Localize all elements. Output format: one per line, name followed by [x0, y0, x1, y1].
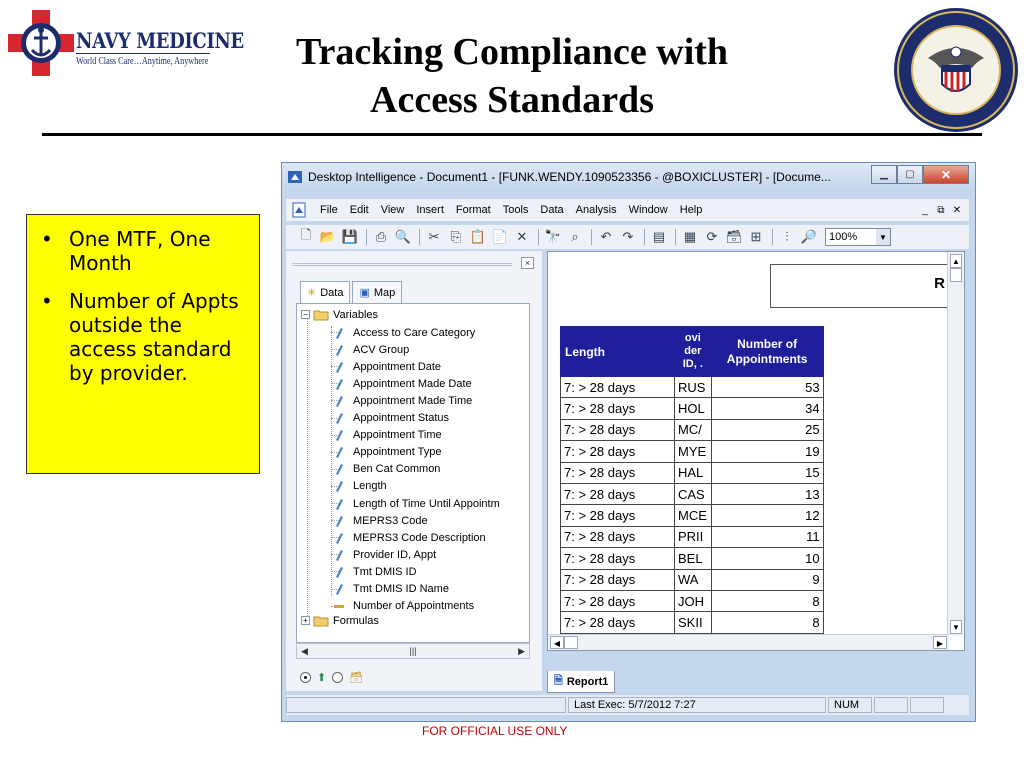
undo-icon[interactable]: ↶	[600, 229, 612, 244]
table-cell-length[interactable]: 7: > 28 days	[561, 462, 675, 483]
tree-variable-label: Provider ID, Appt	[353, 548, 437, 561]
scroll-thumb[interactable]	[564, 636, 578, 649]
menu-analysis[interactable]: Analysis	[575, 204, 617, 216]
table-row	[561, 462, 824, 483]
menu-format[interactable]: Format	[455, 204, 491, 216]
report-icon[interactable]: ▤	[652, 229, 666, 244]
table-cell-provider[interactable]: BEL	[675, 548, 712, 569]
menu-tools[interactable]: Tools	[502, 204, 529, 216]
tree-variable-label: Appointment Time	[353, 429, 442, 442]
navy-medicine-logo	[8, 6, 244, 78]
table-cell-length[interactable]: 7: > 28 days	[561, 612, 675, 633]
table-cell-count[interactable]: 9	[711, 569, 823, 590]
tree-variable-item[interactable]	[333, 478, 387, 495]
report-sheet-icon: 🗎	[554, 675, 563, 687]
tree-label: Formulas	[333, 614, 379, 627]
tree-variable-item[interactable]	[333, 581, 449, 598]
table-cell-count[interactable]: 13	[711, 483, 823, 504]
brand-tagline: World Class Care…Anytime, Anywhere	[76, 56, 209, 67]
status-last-exec: Last Exec: 5/7/2012 7:27	[568, 697, 826, 713]
status-empty-cell	[910, 697, 944, 713]
table-cell-length[interactable]: 7: > 28 days	[561, 526, 675, 547]
menu-bar	[286, 199, 969, 221]
doc-restore-button[interactable]: ⧉	[937, 204, 945, 216]
tree-variable-item[interactable]	[333, 529, 486, 546]
table-header-row	[561, 327, 824, 377]
bullet-box	[26, 214, 260, 474]
tree-variable-item[interactable]	[333, 392, 472, 409]
tree-variable-item[interactable]	[333, 495, 500, 512]
maximize-button[interactable]: ▢	[897, 165, 923, 184]
table-cell-provider[interactable]: MC/	[675, 419, 712, 440]
report-vertical-scrollbar[interactable]	[947, 252, 964, 636]
column-header-length[interactable]: Length	[561, 327, 675, 377]
document-caption-buttons	[917, 203, 965, 217]
report-canvas	[547, 251, 965, 651]
tree-variable-item[interactable]	[333, 375, 472, 392]
expand-icon[interactable]: +	[301, 616, 310, 625]
caption-buttons	[871, 165, 969, 184]
tree-variable-label: Length	[353, 480, 387, 493]
sparkle-icon: ✳	[307, 287, 317, 299]
table-cell-provider[interactable]: MCE	[675, 505, 712, 526]
scroll-left-icon[interactable]: ◀	[301, 645, 308, 656]
drill-icon[interactable]: ⫶	[785, 229, 789, 244]
scroll-right-icon[interactable]: ▶	[933, 636, 947, 649]
paste-special-icon[interactable]: 📄	[491, 229, 509, 244]
tree-variable-label: Appointment Date	[353, 360, 442, 373]
menu-file[interactable]: File	[320, 204, 338, 216]
tree-horizontal-scrollbar[interactable]	[296, 643, 530, 659]
table-cell-count[interactable]: 25	[711, 419, 823, 440]
tree-variable-item[interactable]	[333, 341, 409, 358]
slide-title-line2: Access Standards	[370, 79, 654, 121]
scroll-thumb[interactable]	[950, 268, 962, 282]
status-bar	[286, 695, 969, 715]
menu-window[interactable]: Window	[628, 204, 668, 216]
tree-variable-label: Ben Cat Common	[353, 463, 441, 476]
tree-variable-item[interactable]	[333, 461, 440, 478]
data-provider-icon[interactable]: 🗃	[725, 229, 743, 244]
tree-node-variables[interactable]	[301, 306, 378, 323]
minimize-button[interactable]: ▁	[871, 165, 897, 184]
status-empty-cell	[874, 697, 908, 713]
find-next-icon[interactable]: ⌕	[571, 229, 579, 244]
scroll-up-icon[interactable]: ▲	[950, 254, 962, 268]
find-icon[interactable]: 🔭	[544, 229, 562, 244]
radio-data-view[interactable]	[332, 672, 343, 683]
desktop-intelligence-window	[281, 162, 976, 722]
slide-title-line1: Tracking Compliance with	[295, 31, 729, 73]
tree-node-formulas[interactable]	[301, 612, 379, 629]
new-icon[interactable]: 🗋	[300, 227, 312, 242]
table-cell-provider[interactable]: JOH	[675, 590, 712, 611]
table-cell-provider[interactable]: MYE	[675, 441, 712, 462]
tree-variable-label: MEPRS3 Code	[353, 514, 428, 527]
print-icon[interactable]: ⎙	[375, 229, 387, 244]
cut-icon[interactable]: ✂	[428, 229, 440, 244]
classification-footer: FOR OFFICIAL USE ONLY	[422, 724, 568, 738]
table-cell-length[interactable]: 7: > 28 days	[561, 441, 675, 462]
copy-icon[interactable]: ⎘	[450, 229, 462, 244]
table-cell-length[interactable]: 7: > 28 days	[561, 419, 675, 440]
tree-variable-item[interactable]	[333, 563, 417, 580]
data-manager-panel	[286, 251, 542, 691]
menu-insert[interactable]: Insert	[416, 204, 444, 216]
menu-help[interactable]: Help	[679, 204, 703, 216]
save-icon[interactable]: 💾	[341, 229, 359, 244]
tree-label: Variables	[333, 308, 379, 321]
zoom-value: 100%	[829, 231, 858, 243]
status-empty-cell	[286, 697, 566, 713]
tree-variable-label: Appointment Made Time	[353, 394, 473, 407]
table-cell-count[interactable]: 15	[711, 462, 823, 483]
tree-variable-item[interactable]	[333, 427, 442, 444]
window-titlebar[interactable]	[282, 163, 975, 190]
toolbar-separator	[591, 229, 592, 245]
column-header-provider[interactable]: ovi der ID, .	[675, 327, 712, 377]
report-title-text: R	[934, 275, 945, 292]
structure-icon: ⬆	[317, 672, 327, 684]
refresh-icon[interactable]: ⟳	[706, 229, 718, 244]
table-cell-provider[interactable]: HOL	[675, 398, 712, 419]
table-icon[interactable]: ▦	[683, 229, 697, 244]
table-cell-length[interactable]: 7: > 28 days	[561, 548, 675, 569]
table-cell-count[interactable]: 34	[711, 398, 823, 419]
table-row	[561, 569, 824, 590]
close-button[interactable]: ✕	[923, 165, 969, 184]
table-row	[561, 612, 824, 633]
redo-icon[interactable]: ↷	[622, 229, 634, 244]
panel-grip[interactable]	[292, 263, 512, 266]
table-cell-length[interactable]: 7: > 28 days	[561, 590, 675, 611]
tree-variable-label: Tmt DMIS ID	[353, 565, 417, 578]
tree-variable-item[interactable]	[333, 358, 441, 375]
zoom-select[interactable]	[825, 228, 891, 246]
table-cell-provider[interactable]: WA	[675, 569, 712, 590]
panel-close-button[interactable]: ×	[521, 257, 534, 269]
column-header-count[interactable]: Number of Appointments	[711, 327, 823, 377]
chevron-down-icon[interactable]: ▼	[876, 229, 890, 245]
bullet-item: • Number of Appts outside the access standard by provider.	[35, 289, 251, 385]
table-cell-provider[interactable]: PRII	[675, 526, 712, 547]
table-cell-provider[interactable]: RUS	[675, 377, 712, 398]
panel-tabs	[300, 281, 404, 303]
table-cell-length[interactable]: 7: > 28 days	[561, 505, 675, 526]
tab-report1[interactable]	[547, 671, 615, 693]
tree-variable-item[interactable]	[333, 410, 449, 427]
doc-close-button[interactable]: ✕	[952, 204, 962, 216]
folder-icon	[313, 615, 329, 627]
view-mode-radios	[300, 671, 363, 684]
tree-variable-label: ACV Group	[353, 343, 410, 356]
tree-variable-label: Access to Care Category	[353, 326, 476, 339]
table-cell-provider[interactable]: SKII	[675, 612, 712, 633]
tree-variable-label: Appointment Type	[353, 446, 442, 459]
toolbar-separator	[675, 229, 676, 245]
collapse-icon[interactable]: −	[301, 310, 310, 319]
menu-view[interactable]: View	[380, 204, 405, 216]
tab-map[interactable]	[352, 281, 402, 303]
scroll-right-icon[interactable]: ▶	[518, 645, 525, 656]
tree-variable-label: Appointment Status	[353, 412, 450, 424]
scroll-left-icon[interactable]: ◀	[550, 636, 564, 649]
menu-data[interactable]: Data	[540, 204, 564, 216]
folder-open-icon	[313, 309, 329, 321]
table-cell-count[interactable]: 11	[711, 526, 823, 547]
table-cell-length[interactable]: 7: > 28 days	[561, 377, 675, 398]
tree-variable-item[interactable]	[333, 324, 475, 341]
toolbar-separator	[366, 229, 367, 245]
print-preview-icon[interactable]: 🔍	[394, 229, 412, 244]
table-cell-count[interactable]: 19	[711, 441, 823, 462]
radio-structure[interactable]	[300, 672, 311, 683]
table-cell-length[interactable]: 7: > 28 days	[561, 398, 675, 419]
doc-minimize-button[interactable]: _	[922, 204, 928, 216]
anchor-cross-icon	[8, 10, 74, 76]
report-tabs	[547, 669, 965, 693]
table-cell-count[interactable]: 8	[711, 612, 823, 633]
table-row	[561, 548, 824, 569]
paste-icon[interactable]: 📋	[469, 229, 487, 244]
tab-map-label: Map	[373, 286, 396, 299]
table-row	[561, 377, 824, 398]
toolbar-separator	[644, 229, 645, 245]
table-row	[561, 483, 824, 504]
data-view-icon: 🗃	[349, 672, 364, 684]
document-icon[interactable]	[290, 202, 310, 218]
slide-title	[220, 28, 804, 124]
app-icon	[287, 169, 303, 185]
table-row	[561, 505, 824, 526]
tree-variable-label: Number of Appointments	[353, 600, 475, 613]
toolbar-separator	[538, 229, 539, 245]
toolbar-separator	[772, 229, 773, 245]
toolbar-separator	[419, 229, 420, 245]
brand-underline	[76, 53, 210, 54]
table-row	[561, 590, 824, 611]
menu-edit[interactable]: Edit	[349, 204, 369, 216]
table-cell-count[interactable]: 12	[711, 505, 823, 526]
appointments-table	[560, 326, 824, 651]
title-divider	[42, 133, 982, 136]
tree-variable-item[interactable]	[333, 546, 436, 563]
table-cell-count[interactable]: 8	[711, 590, 823, 611]
brand-name: NAVY MEDICINE	[76, 28, 244, 53]
scroll-thumb-grip[interactable]: |||	[409, 646, 417, 656]
window-title: Desktop Intelligence - Document1 - [FUNK.WENDY.1090523356 - @BOXICLUSTER] - [Docume...	[308, 170, 831, 184]
table-cell-length[interactable]: 7: > 28 days	[561, 483, 675, 504]
navy-bureau-seal-icon	[892, 6, 1020, 134]
open-folder-icon[interactable]: 📂	[319, 229, 337, 244]
table-cell-provider[interactable]: CAS	[675, 483, 712, 504]
tab-data-label: Data	[320, 286, 344, 299]
tab-data[interactable]	[300, 281, 350, 303]
table-cell-provider[interactable]: HAL	[675, 462, 712, 483]
table-row	[561, 526, 824, 547]
table-cell-count[interactable]: 53	[711, 377, 823, 398]
table-cell-count[interactable]: 10	[711, 548, 823, 569]
variable-tree	[296, 303, 530, 643]
zoom-icon[interactable]: 🔎	[800, 229, 818, 244]
report-title-cell[interactable]	[770, 264, 948, 308]
tree-variable-label: Tmt DMIS ID Name	[353, 583, 449, 595]
tree-variable-label: Appointment Made Date	[353, 377, 472, 390]
standard-toolbar	[286, 225, 969, 249]
table-row	[561, 419, 824, 440]
tree-variable-label: Length of Time Until Appointm	[353, 497, 500, 510]
crosstab-icon[interactable]: ⊞	[750, 229, 762, 244]
tree-variable-item[interactable]	[333, 512, 428, 529]
table-row	[561, 441, 824, 462]
status-num-lock: NUM	[828, 697, 872, 713]
bullet-item: • One MTF, One Month	[35, 227, 251, 275]
delete-icon[interactable]: ✕	[516, 229, 528, 244]
tab-report1-label: Report1	[566, 675, 609, 688]
table-cell-length[interactable]: 7: > 28 days	[561, 569, 675, 590]
tree-variable-item[interactable]	[333, 444, 441, 461]
table-row	[561, 398, 824, 419]
scroll-down-icon[interactable]: ▼	[950, 620, 962, 634]
report-horizontal-scrollbar[interactable]	[548, 634, 949, 650]
map-icon: ▣	[359, 287, 370, 299]
tree-variable-label: MEPRS3 Code Description	[353, 531, 486, 544]
